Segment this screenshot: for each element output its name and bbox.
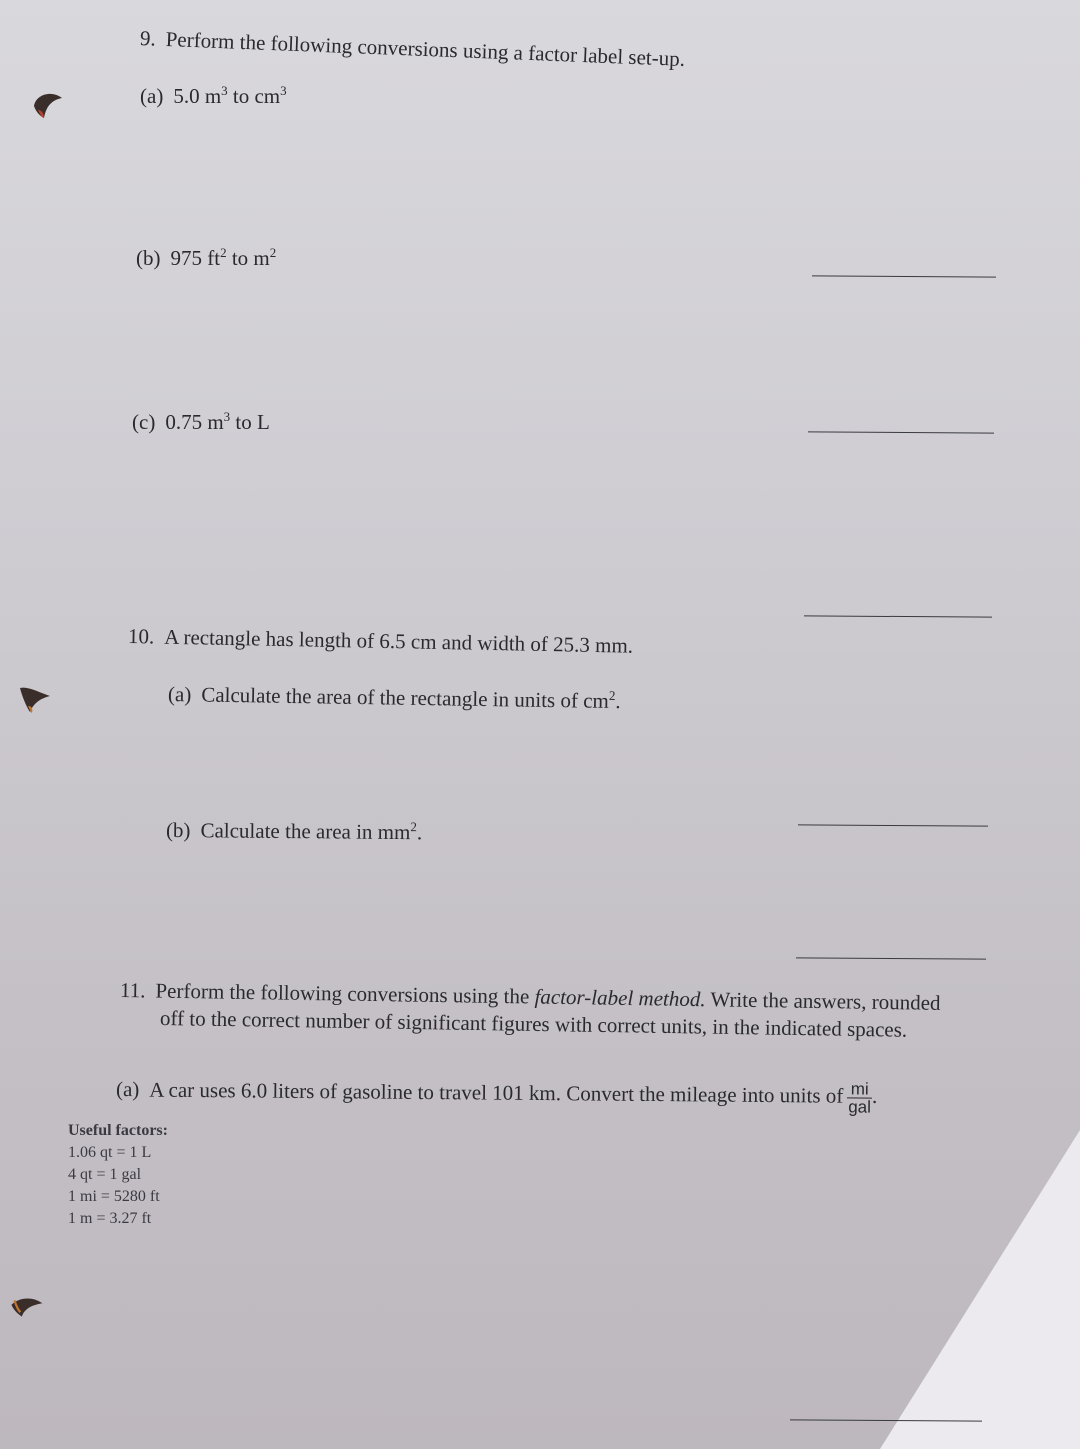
q9c-answer-blank[interactable] [804, 615, 992, 617]
q9a-label: (a) [140, 84, 164, 108]
q9a-text: 5.0 m [173, 84, 222, 108]
q10b [166, 818, 422, 845]
mi-per-gal-fraction [847, 1080, 872, 1115]
q11-line2: off to the correct number of significant figures with correct units, in the indicated spaces. [159, 1006, 908, 1042]
q10a [168, 682, 621, 714]
q9c-exponent: 3 [223, 409, 231, 424]
q9c-label: (c) [132, 410, 156, 434]
q11-line1-pre: Perform the following conversions using the [155, 978, 535, 1009]
q11a [116, 1074, 878, 1116]
binder-hole-middle [18, 682, 52, 716]
useful-factors-title: Useful factors: [68, 1122, 168, 1139]
q9c-mid: to L [230, 410, 270, 434]
q9a-exponent-1: 3 [221, 83, 228, 98]
q10-number: 10. [127, 624, 155, 649]
factor-item: 1 m = 3.27 ft [68, 1210, 152, 1227]
q9-prompt [140, 26, 686, 72]
useful-factors-box [68, 1120, 168, 1230]
q9b-text: 975 ft [170, 246, 221, 270]
q11a-answer-blank[interactable] [790, 1419, 982, 1421]
q9a-answer-blank[interactable] [812, 275, 996, 277]
fraction-denominator: gal [848, 1097, 872, 1117]
factor-item: 1.06 qt = 1 L [68, 1144, 152, 1161]
factor-item: 4 qt = 1 gal [68, 1166, 142, 1183]
q11-number: 11. [119, 978, 146, 1003]
q11a-end: . [871, 1083, 878, 1108]
q9b [136, 246, 276, 271]
fraction-numerator: mi [847, 1080, 872, 1098]
q10a-exponent: 2 [608, 687, 616, 704]
q9b-mid: to m [226, 246, 270, 270]
q9b-exponent-2: 2 [269, 245, 277, 260]
q10-prompt [128, 624, 634, 659]
q10-prompt-text: A rectangle has length of 6.5 cm and width of 25.3 mm. [164, 624, 634, 658]
q9a-exponent-2: 3 [280, 83, 287, 98]
binder-hole-bottom [10, 1290, 44, 1324]
q10a-text: Calculate the area of the rectangle in units of cm [201, 682, 610, 713]
q9c [132, 410, 270, 435]
q9c-text: 0.75 m [165, 410, 224, 434]
q9-prompt-text: Perform the following conversions using a factor label set-up. [165, 26, 686, 71]
q10b-label: (b) [165, 818, 191, 843]
q9b-exponent-1: 2 [220, 245, 227, 260]
q9b-answer-blank[interactable] [808, 431, 994, 433]
q9a-mid: to cm [227, 84, 281, 108]
q9-number: 9. [139, 26, 157, 51]
factor-item: 1 mi = 5280 ft [68, 1188, 160, 1205]
q11a-label: (a) [115, 1077, 140, 1102]
q9a [140, 84, 287, 109]
q11-line1-post: Write the answers, rounded [705, 987, 941, 1015]
q10b-text: Calculate the area in mm [200, 818, 411, 845]
q10a-end: . [615, 689, 621, 714]
q9b-label: (b) [136, 246, 161, 270]
q10b-end: . [416, 820, 423, 845]
q11-line1-emphasis: factor-label method. [534, 984, 706, 1012]
binder-hole-top [30, 88, 64, 122]
q10a-answer-blank[interactable] [798, 824, 988, 826]
q10b-answer-blank[interactable] [796, 957, 986, 959]
q10b-exponent: 2 [410, 819, 418, 835]
q10a-label: (a) [167, 682, 192, 707]
q11a-text: A car uses 6.0 liters of gasoline to travel 101 km. Convert the mileage into units of [149, 1077, 844, 1108]
